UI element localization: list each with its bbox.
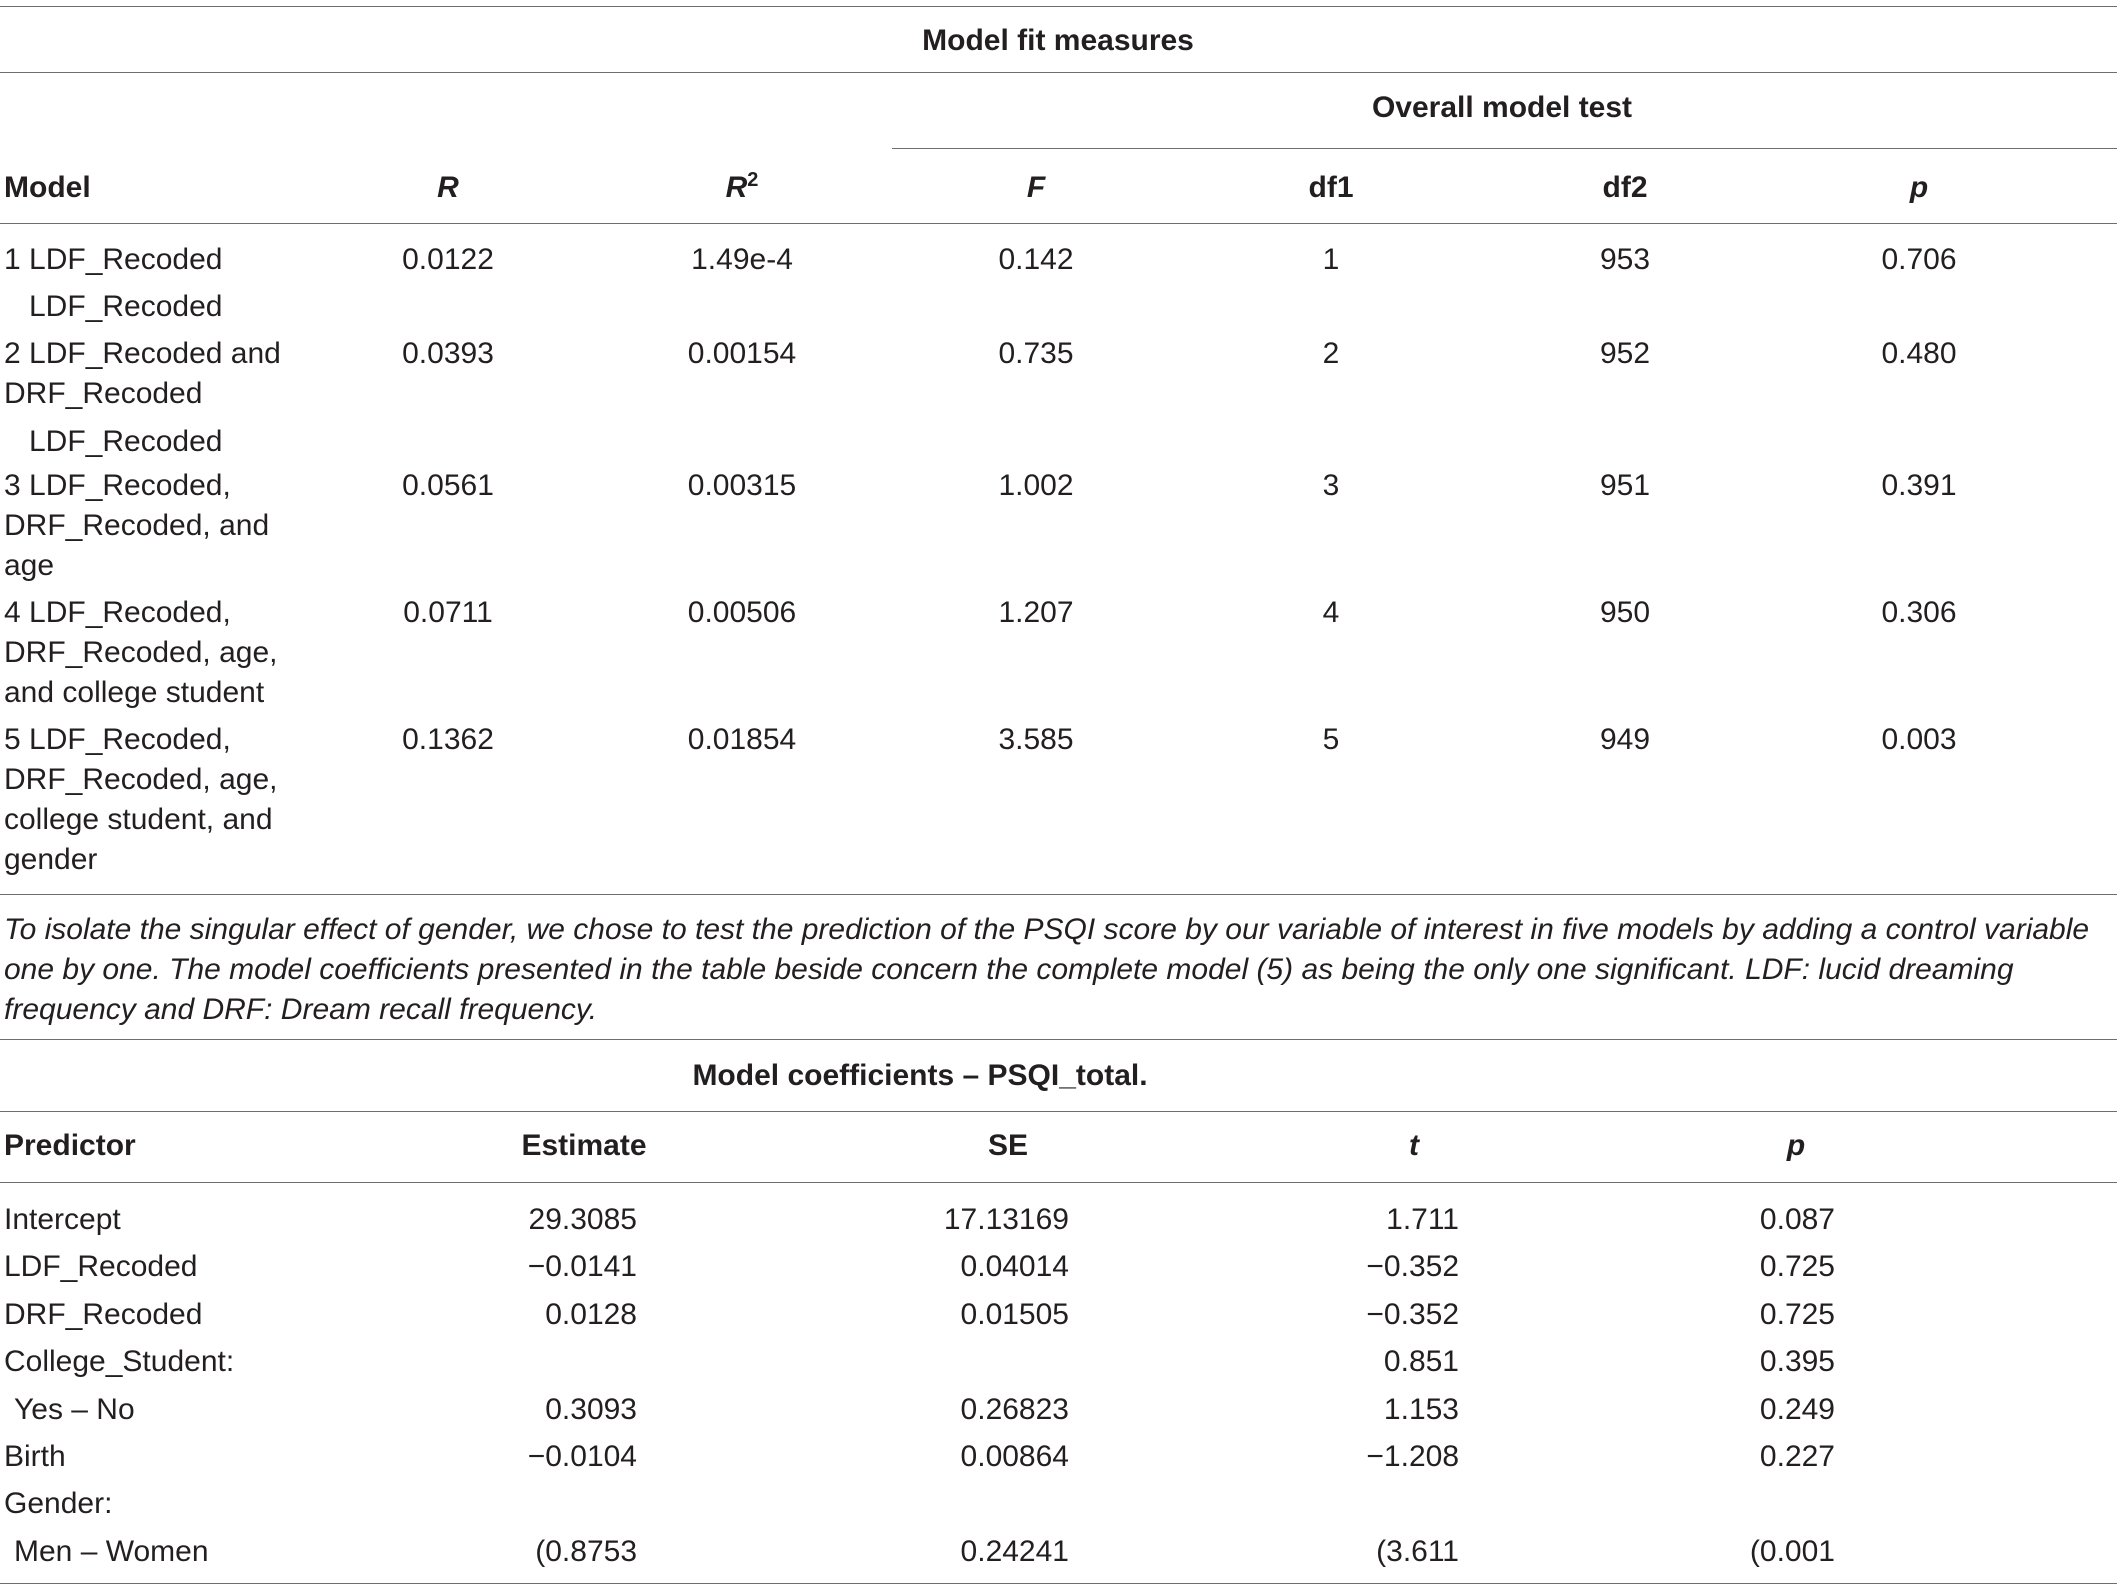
predictor-cell: College_Student: xyxy=(4,1345,235,1378)
estimate-value: 0.0128 xyxy=(545,1298,637,1331)
model-cell: 3 LDF_Recoded, xyxy=(4,469,231,502)
r-cell: 0.1362 xyxy=(402,723,494,756)
p-cell: 0.706 xyxy=(1881,243,1957,276)
t-value: 1.711 xyxy=(1386,1203,1459,1236)
p-value: 0.227 xyxy=(1759,1440,1835,1473)
df1-cell: 1 xyxy=(1322,243,1340,276)
r2-cell: 1.49e-4 xyxy=(691,243,793,276)
p-value: 0.725 xyxy=(1759,1250,1835,1283)
r-cell: 0.0561 xyxy=(402,469,494,502)
col-df1: df1 xyxy=(1308,171,1354,204)
f-cell: 1.002 xyxy=(998,469,1074,502)
predictor-cell: LDF_Recoded xyxy=(4,1250,198,1283)
predictor-cell: DRF_Recoded xyxy=(4,1298,203,1331)
col-t: t xyxy=(1409,1129,1419,1162)
t-value: 1.153 xyxy=(1383,1393,1459,1426)
col-model: Model xyxy=(4,171,91,204)
col-r2: $R^2$ xyxy=(725,169,759,204)
t-value: (3.611 xyxy=(1376,1535,1459,1568)
model-cell: gender xyxy=(4,843,98,876)
model-cell: age xyxy=(4,549,55,582)
p-value: 0.249 xyxy=(1759,1393,1835,1426)
group-header-rule xyxy=(892,148,2117,149)
table1-bottom-rule xyxy=(0,894,2117,895)
p-cell: 0.003 xyxy=(1881,723,1957,756)
model-cell: 4 LDF_Recoded, xyxy=(4,596,231,629)
r2-cell: 0.00315 xyxy=(687,469,797,502)
table2-bottom-rule xyxy=(0,1583,2117,1584)
f-cell: 1.207 xyxy=(998,596,1074,629)
r2-cell: 0.01854 xyxy=(687,723,797,756)
estimate-value: 29.3085 xyxy=(528,1203,637,1236)
df2-cell: 949 xyxy=(1599,723,1651,756)
col-p2: p xyxy=(1786,1129,1806,1162)
table-note: To isolate the singular effect of gender, we chose to test the prediction of the PSQI score by our variable of interest in five models by adding a control variable one by one. The model coefficients presented in the table beside concern the complete model (5) as being the only one significant. LDF: lucid dreaming frequency and DRF: Dream recall frequency. xyxy=(4,913,2090,1026)
model-cell: LDF_Recoded xyxy=(29,425,223,458)
f-cell: 3.585 xyxy=(998,723,1074,756)
p-value: 0.087 xyxy=(1759,1203,1835,1236)
model-cell: DRF_Recoded xyxy=(4,377,203,410)
model-cell: and college student xyxy=(4,676,265,709)
model-cell: 2 LDF_Recoded and xyxy=(4,337,281,370)
col-predictor: Predictor xyxy=(4,1129,136,1162)
df1-cell: 5 xyxy=(1322,723,1340,756)
col-estimate: Estimate xyxy=(521,1129,647,1162)
r-cell: 0.0711 xyxy=(403,596,493,629)
p-value: 0.725 xyxy=(1759,1298,1835,1331)
p-value: 0.395 xyxy=(1759,1345,1835,1378)
t-value: −1.208 xyxy=(1366,1440,1459,1473)
df2-cell: 951 xyxy=(1599,469,1651,502)
model-cell: LDF_Recoded xyxy=(29,290,223,323)
model-cell: DRF_Recoded, age, xyxy=(4,763,278,796)
p-cell: 0.480 xyxy=(1881,337,1957,370)
se-value: 0.00864 xyxy=(960,1440,1069,1473)
f-cell: 0.735 xyxy=(998,337,1074,370)
f-cell: 0.142 xyxy=(998,243,1074,276)
estimate-value: (0.8753 xyxy=(535,1535,637,1568)
estimate-value: −0.0104 xyxy=(527,1440,637,1473)
top-rule xyxy=(0,6,2117,7)
df1-cell: 4 xyxy=(1322,596,1340,629)
model-cell: 1 LDF_Recoded xyxy=(4,243,223,276)
table2-title-rule xyxy=(0,1111,2117,1112)
r2-cell: 0.00506 xyxy=(687,596,797,629)
table2-title: Model coefficients – PSQI_total. xyxy=(692,1059,1148,1092)
model-cell: DRF_Recoded, age, xyxy=(4,636,278,669)
table1-title: Model fit measures xyxy=(922,24,1194,57)
r-cell: 0.0122 xyxy=(402,243,494,276)
model-cell: college student, and xyxy=(4,803,273,836)
overall-model-test-header: Overall model test xyxy=(1371,91,1633,124)
p-value: (0.001 xyxy=(1749,1535,1835,1568)
t-value: −0.352 xyxy=(1366,1250,1459,1283)
col-p: p xyxy=(1909,171,1929,204)
col-se: SE xyxy=(987,1129,1029,1162)
df1-cell: 3 xyxy=(1322,469,1340,502)
df2-cell: 952 xyxy=(1599,337,1651,370)
table2-header-rule xyxy=(0,1182,2117,1183)
header-rule xyxy=(0,223,2117,224)
col-r: R xyxy=(437,171,459,204)
t-value: 0.851 xyxy=(1383,1345,1459,1378)
model-cell: DRF_Recoded, and xyxy=(4,509,270,542)
col-f: F xyxy=(1026,171,1046,204)
p-cell: 0.391 xyxy=(1881,469,1957,502)
se-value: 0.24241 xyxy=(960,1535,1069,1568)
note-bottom-rule xyxy=(0,1039,2117,1040)
se-value: 0.01505 xyxy=(960,1298,1069,1331)
se-value: 17.13169 xyxy=(943,1203,1069,1236)
r2-cell: 0.00154 xyxy=(687,337,797,370)
estimate-value: 0.3093 xyxy=(545,1393,637,1426)
predictor-cell: Intercept xyxy=(4,1203,121,1236)
predictor-cell: Yes – No xyxy=(14,1393,135,1426)
t-value: −0.352 xyxy=(1366,1298,1459,1331)
estimate-value: −0.0141 xyxy=(527,1250,637,1283)
se-value: 0.26823 xyxy=(960,1393,1069,1426)
df2-cell: 953 xyxy=(1599,243,1651,276)
se-value: 0.04014 xyxy=(960,1250,1069,1283)
predictor-cell: Gender: xyxy=(4,1487,113,1520)
r-cell: 0.0393 xyxy=(402,337,494,370)
predictor-cell: Men – Women xyxy=(14,1535,209,1568)
df1-cell: 2 xyxy=(1322,337,1340,370)
model-cell: 5 LDF_Recoded, xyxy=(4,723,231,756)
rule-below-title xyxy=(0,72,2117,73)
col-df2: df2 xyxy=(1602,171,1648,204)
p-cell: 0.306 xyxy=(1881,596,1957,629)
predictor-cell: Birth xyxy=(4,1440,66,1473)
df2-cell: 950 xyxy=(1599,596,1651,629)
